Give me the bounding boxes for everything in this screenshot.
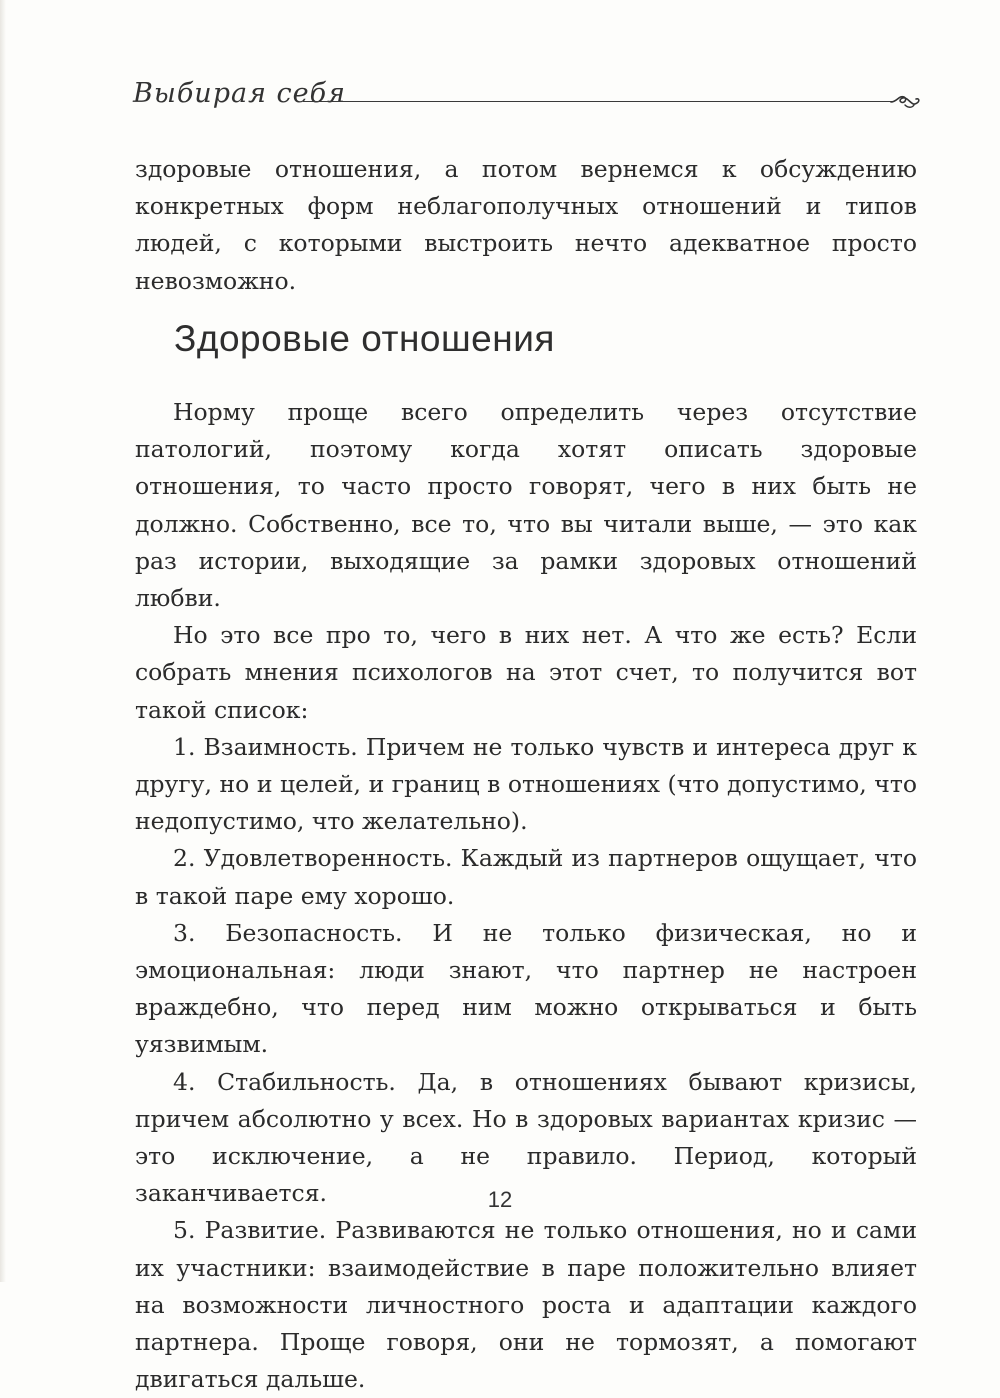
- intro-text-block: [135, 151, 917, 300]
- list-item: 3. Безопасность. И не только физическая, но и эмоциональная: люди знают, что партнер не настроен враждебно, что перед ним можно открываться и быть уязвимым.: [135, 918, 917, 1059]
- page-number: 12: [487, 1187, 513, 1212]
- list-item: 1. Взаимность. Причем не только чувств и интереса друг к другу, но и целей, и границ в отношениях (что допустимо, что недопустимо, что желательно).: [135, 732, 917, 836]
- page-edge-shadow: [0, 0, 6, 1282]
- section-body: [135, 394, 917, 1398]
- running-header-title: Выбирая себя: [133, 78, 346, 109]
- flourish-ornament-icon: [889, 91, 923, 113]
- header-rule: [303, 101, 893, 102]
- list-item: 5. Развитие. Развиваются не только отношения, но и сами их участники: взаимодействие в паре положительно влияет на возможности личностного роста и адаптации каждого партнера. Проще говоря, они не тормозят, а помогают двигаться дальше.: [135, 1216, 917, 1394]
- list-item: 4. Стабильность. Да, в отношениях бывают кризисы, причем абсолютно у всех. Но в здоровых вариантах кризис — это исключение, а не правило. Период, который заканчивается.: [135, 1067, 917, 1208]
- body-paragraph: Норму проще всего определить через отсутствие патологий, поэтому когда хотят описать здоровые отношения, то часто просто говорят, чего в них быть не должно. Собственно, все то, что вы читали выше, — это как раз истории, выходящие за рамки здоровых отношений любви.: [135, 398, 917, 613]
- running-header: [133, 78, 923, 118]
- body-paragraph: Но это все про то, чего в них нет. А что же есть? Если собрать мнения психологов на этот счет, то получится вот такой список:: [135, 621, 917, 724]
- list-item: 2. Удовлетворенность. Каждый из партнеров ощущает, что в такой паре ему хорошо.: [135, 844, 917, 910]
- intro-paragraph: здоровые отношения, а потом вернемся к обсуждению конкретных форм неблагополучных отношений и типов людей, с которыми выстроить нечто адекватное просто невозможно.: [135, 155, 917, 295]
- section-heading: Здоровые отношения: [174, 318, 555, 359]
